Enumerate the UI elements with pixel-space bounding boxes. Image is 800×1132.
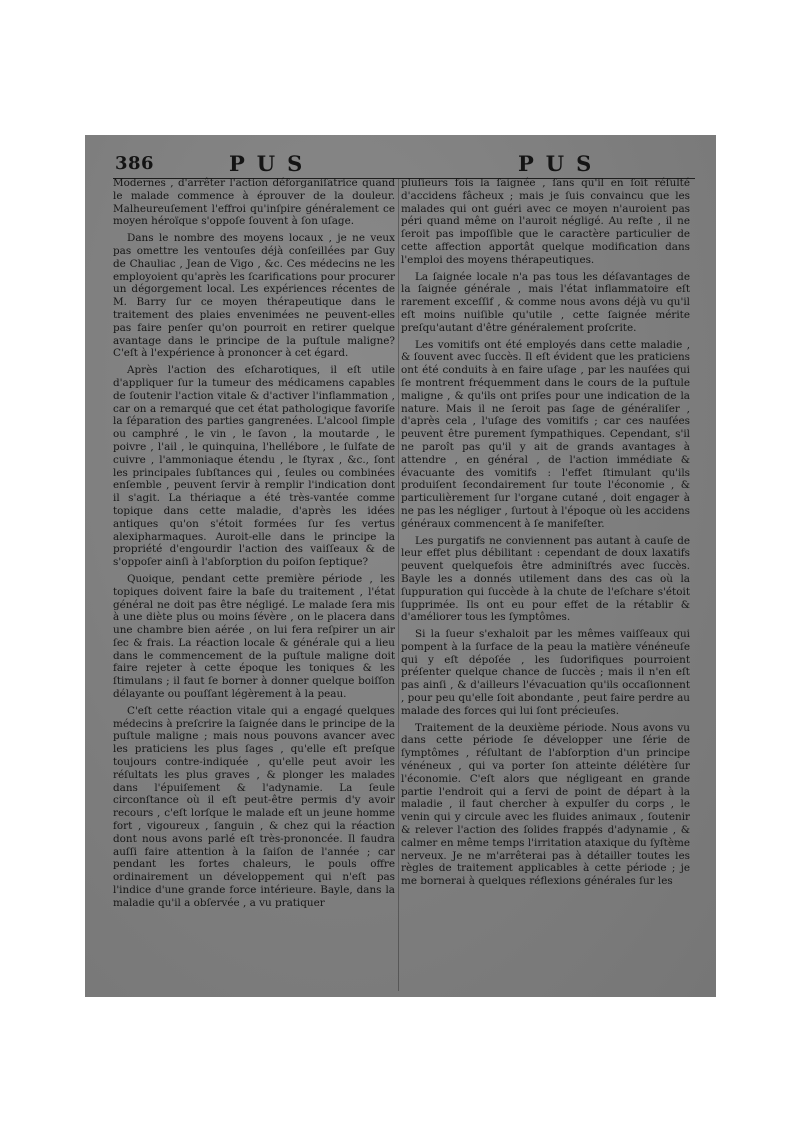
paragraph: C'eſt cette réaction vitale qui a engagé quelques médecins à preſcrire la ſaignée dans le principe de la puſtule maligne ; mais nous pouvons avancer avec les praticiens les plus ſages , qu'elle eſt preſque toujours contre-indiquée , qu'elle peut avoir les réſultats les plus graves , & plonger les malades dans l'épuiſement & l'adynamie. La ſeule circonſtance où il eſt peut-être permis d'y avoir recours , c'eſt lorſque le malade eſt un jeune homme fort , vigoureux , ſanguin , & chez qui la réaction dont nous avons parlé eſt très-prononcée. Il faudra auſſi faire attention à la ſaiſon de l'année ; car pendant les fortes chaleurs, le pouls offre ordinairement un développement qui n'eſt pas l'indice d'une grande force intérieure. Bayle, dans la maladie qu'il a obſervée , a vu pratiquer: [113, 704, 395, 909]
scanned-page: [85, 135, 716, 997]
paragraph: pluſieurs fois la ſaignée , ſans qu'il en ſoit réſulté d'accidens fâcheux ; mais je ſuis convaincu que les malades qui ont guéri avec ce moyen n'auroient pas péri quand même on l'auroit négligé. Au reſte , il ne ſeroit pas impoſſible que le caractère particulier de cette affection apportât quelque modification dans l'emploi des moyens thérapeutiques.: [401, 177, 690, 266]
left-column: [113, 177, 395, 914]
paragraph: La ſaignée locale n'a pas tous les déſavantages de la ſaignée générale , mais l'état inflammatoire eſt rarement exceſſif , & comme nous avons déjà vu qu'il eſt moins nuiſible qu'utile , cette ſaignée mérite preſqu'autant d'être généralement proſcrite.: [401, 270, 690, 334]
running-head-left: PUS: [229, 151, 315, 176]
running-head-right: PUS: [518, 151, 604, 176]
column-divider: [398, 179, 399, 991]
paragraph: Modernes , d'arrêter l'action déforganiſatrice quand le malade commence à éprouver de la douleur. Malheureuſement l'effroi qu'inſpire généralement ce moyen héroïque s'oppoſe ſouvent à ſon uſage.: [113, 177, 395, 228]
page-number: 386: [115, 153, 155, 174]
paragraph: Si la ſueur s'exhaloit par les mêmes vaiſſeaux qui pompent à la ſurface de la peau la matière vénéneuſe qui y eſt dépoſée , les ſudorifiques pourroient préſenter quelque chance de ſuccès ; mais il n'en eſt pas ainſi , & d'ailleurs l'évacuation qu'ils occaſionnent , pour peu qu'elle ſoit abondante , peut faire perdre au malade des forces qui lui ſont précieuſes.: [401, 628, 690, 717]
paragraph: Les vomitifs ont été employés dans cette maladie , & ſouvent avec ſuccès. Il eſt évident que les praticiens ont été conduits à en faire uſage , par les nauſées qui ſe montrent fréquemment dans le cours de la puſtule maligne , & qu'ils ont priſes pour une indication de la nature. Mais il ne ſeroit pas ſage de généraliſer , d'après cela , l'uſage des vomitifs ; car ces nauſées peuvent être purement ſympathiques. Cependant, s'il ne paroît pas qu'il y ait de grands avantages à attendre , en général , de l'action immédiate & évacuante des vomitifs : l'effet ſtimulant qu'ils produiſent ſecondairement ſur toute l'économie , & particulièrement ſur l'organe cutané , doit engager à ne pas les négliger , ſurtout à l'époque où les accidens généraux commencent à ſe manifeſter.: [401, 338, 690, 530]
paragraph: Traitement de la deuxième période. Nous avons vu dans cette période ſe développer une ſérie de ſymptômes , réſultant de l'abſorption d'un principe vénéneux , qui va porter ſon atteinte délétère ſur l'économie. C'eſt alors que négligeant en grande partie l'endroit qui a ſervi de point de départ à la maladie , il faut chercher à expulſer du corps , le venin qui y circule avec les fluides animaux , ſoutenir & relever l'action des ſolides frappés d'adynamie , & calmer en même temps l'irritation ataxique du ſyſtème nerveux. Je ne m'arrêterai pas à détailler toutes les règles de traitement applicables à cette période ; je me bornerai à quelques réflexions générales ſur les: [401, 721, 690, 888]
paragraph: Dans le nombre des moyens locaux , je ne veux pas omettre les ventouſes déjà conſeillées par Guy de Chauliac , Jean de Vigo , &c. Ces médecins ne les employoient qu'après les ſcarifications pour procurer un dégorgement local. Les expériences récentes de M. Barry ſur ce moyen thérapeutique dans le traitement des plaies envenimées ne peuvent-elles pas faire penſer qu'on pourroit en retirer quelque avantage dans le principe de la puſtule maligne? C'eſt à l'expérience à prononcer à cet égard.: [113, 232, 395, 360]
paragraph: Quoique, pendant cette première période , les topiques doivent faire la baſe du traitement , l'état général ne doit pas être négligé. Le malade ſera mis à une diète plus ou moins ſévère , on le placera dans une chambre bien aérée , on lui fera reſpirer un air ſec & frais. La réaction locale & générale qui a lieu dans le commencement de la puſtule maligne doit faire rejeter à cette époque les toniques & les ſtimulans ; il faut ſe borner à donner quelque boiſſon délayante ou pouſſant légèrement à la peau.: [113, 572, 395, 701]
right-column: [401, 177, 690, 892]
paragraph: Après l'action des eſcharotiques, il eſt utile d'appliquer ſur la tumeur des médicamens capables de ſoutenir l'action vitale & d'activer l'inflammation , car on a remarqué que cet état pathologique favoriſe la ſéparation des parties gangrenées. L'alcool ſimple ou camphré , le vin , le ſavon , la moutarde , le poivre , l'ail , le quinquina, l'hellébore , le ſulfate de cuivre , l'ammoniaque étendu , le ſtyrax , &c., ſont les principales ſubſtances qui , ſeules ou combinées enſemble , peuvent ſervir à remplir l'indication dont il s'agit. La thériaque a été très-vantée comme topique dans cette maladie, d'après les idées antiques qu'on s'étoit formées ſur ſes vertus alexipharmaques. Auroit-elle dans le principe la propriété d'engourdir l'action des vaiſſeaux & de s'oppoſer ainſi à l'abſorption du poiſon ſeptique?: [113, 364, 395, 569]
paragraph: Les purgatifs ne conviennent pas autant à cauſe de leur effet plus débilitant : cependant de doux laxatifs peuvent quelquefois être adminiſtrés avec ſuccès. Bayle les a donnés utilement dans des cas où la ſuppuration qui ſuccède à la chute de l'eſchare s'étoit ſupprimée. Ils ont eu pour effet de la rétablir & d'améliorer tous les ſymptômes.: [401, 534, 690, 624]
